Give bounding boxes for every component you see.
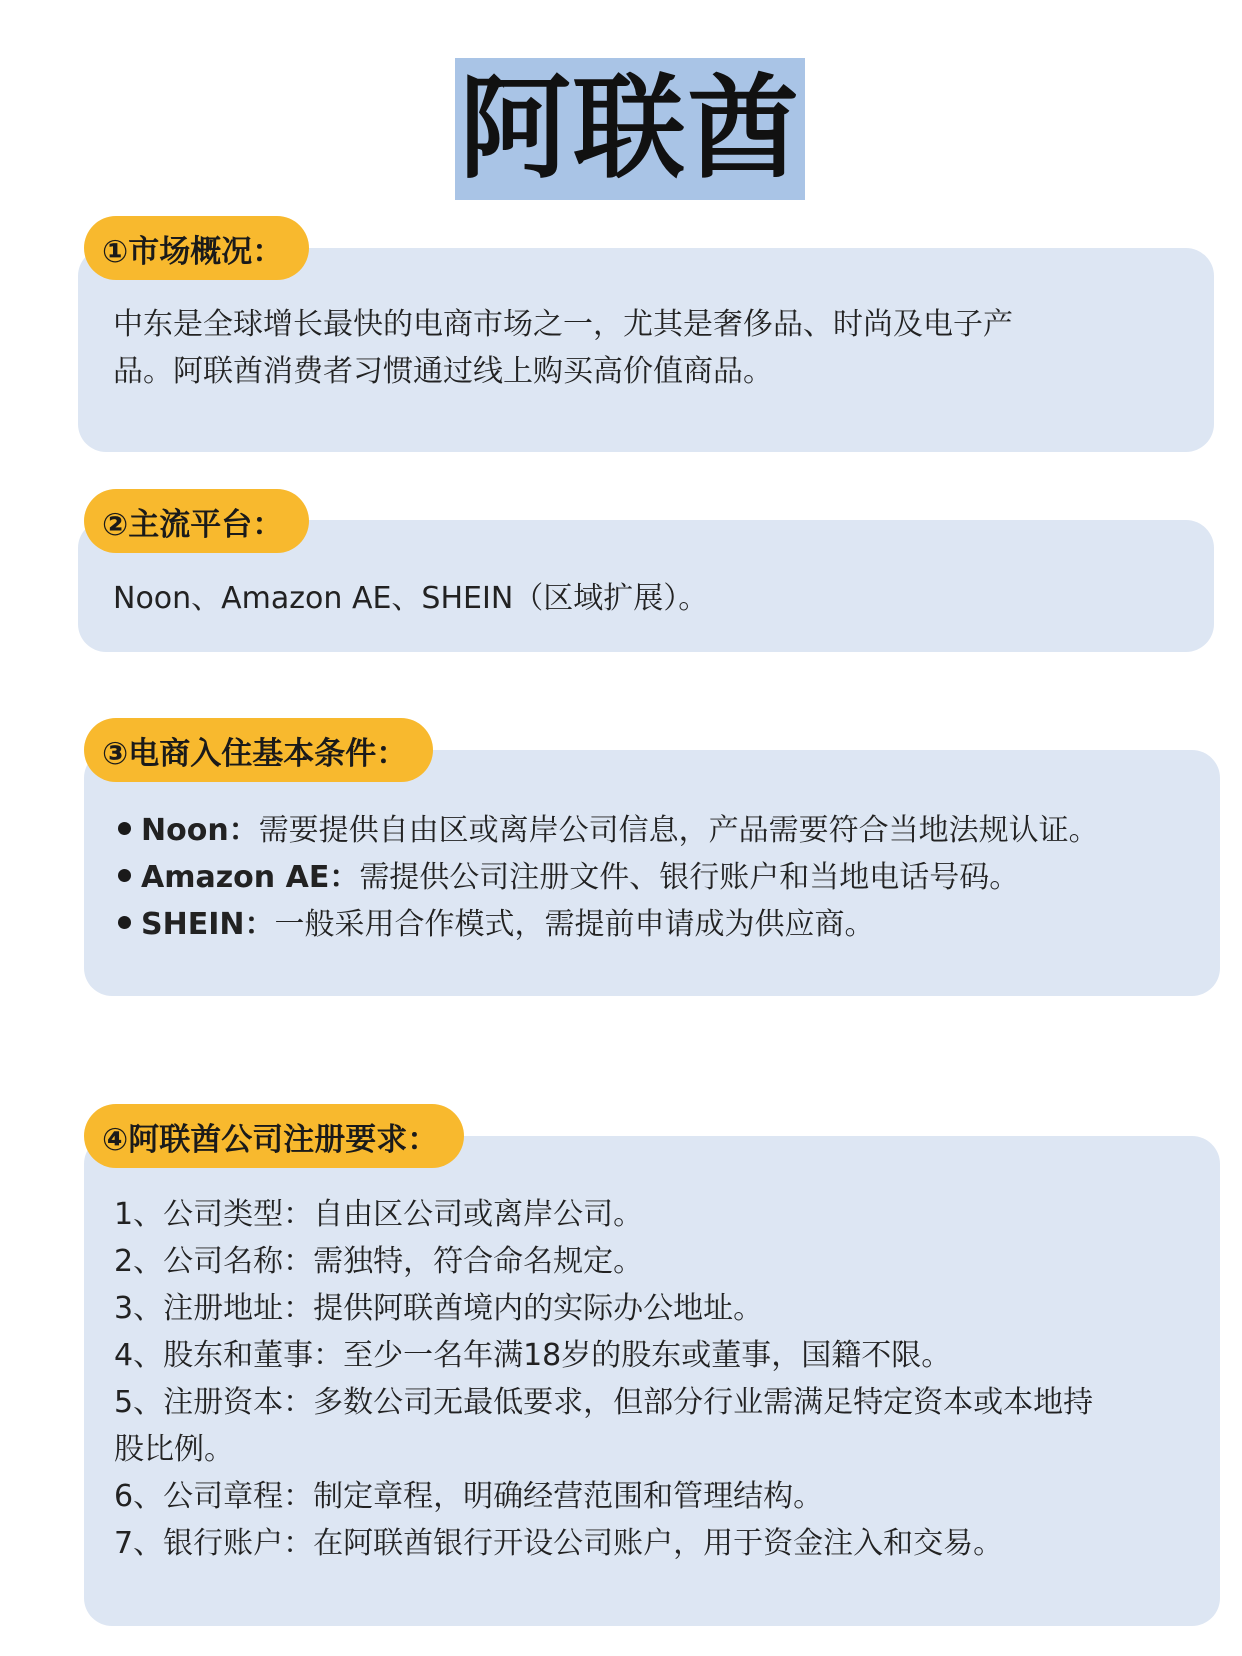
list-item: 5、注册资本：多数公司无最低要求，但部分行业需满足特定资本或本地持 [114,1385,1094,1420]
bullet-icon [118,869,131,882]
list-item: 股比例。 [114,1432,234,1467]
list-item [118,901,1099,948]
list-item [118,854,1099,901]
bullet-label: SHEIN： [141,907,275,942]
bullet-icon [118,822,131,835]
bullet-label: Amazon AE： [141,860,360,895]
bullet-label: Noon： [141,813,259,848]
bullet-text: 一般采用合作模式，需提前申请成为供应商。 [274,907,875,942]
bullet-text: 需要提供自由区或离岸公司信息，产品需要符合当地法规认证。 [258,813,1099,848]
text-line: 中东是全球增长最快的电商市场之一，尤其是奢侈品、时尚及电子产 [113,307,1013,342]
title-banner [455,58,805,200]
section-heading-market-overview [84,216,309,280]
list-item: 3、注册地址：提供阿联酋境内的实际办公地址。 [114,1291,764,1326]
bullet-text: 需提供公司注册文件、银行账户和当地电话号码。 [359,860,1020,895]
section-body-entry-conditions [118,807,1099,948]
heading-label: ②主流平台： [102,506,284,543]
section-body-platforms [113,575,708,622]
bullet-icon [118,916,131,929]
page-title: 阿联酋 [459,64,801,194]
heading-label: ④阿联酋公司注册要求： [102,1121,439,1158]
list-item: 2、公司名称：需独特，符合命名规定。 [114,1244,644,1279]
text-line: 品。阿联酋消费者习惯通过线上购买高价值商品。 [113,354,773,389]
list-item: 4、股东和董事：至少一名年满18岁的股东或董事，国籍不限。 [114,1338,952,1373]
heading-label: ①市场概况： [102,233,284,270]
section-heading-platforms [84,489,309,553]
heading-label: ③电商入住基本条件： [102,735,408,772]
list-item: 7、银行账户：在阿联酋银行开设公司账户，用于资金注入和交易。 [114,1526,1004,1561]
list-item [118,807,1099,854]
section-heading-entry-conditions [84,718,433,782]
text-line: Noon、Amazon AE、SHEIN（区域扩展）。 [113,581,709,616]
list-item: 1、公司类型：自由区公司或离岸公司。 [114,1197,644,1232]
list-item: 6、公司章程：制定章程，明确经营范围和管理结构。 [114,1479,824,1514]
section-body-market-overview [113,301,1013,395]
section-heading-company-registration [84,1104,464,1168]
section-body-company-registration [114,1191,1093,1567]
